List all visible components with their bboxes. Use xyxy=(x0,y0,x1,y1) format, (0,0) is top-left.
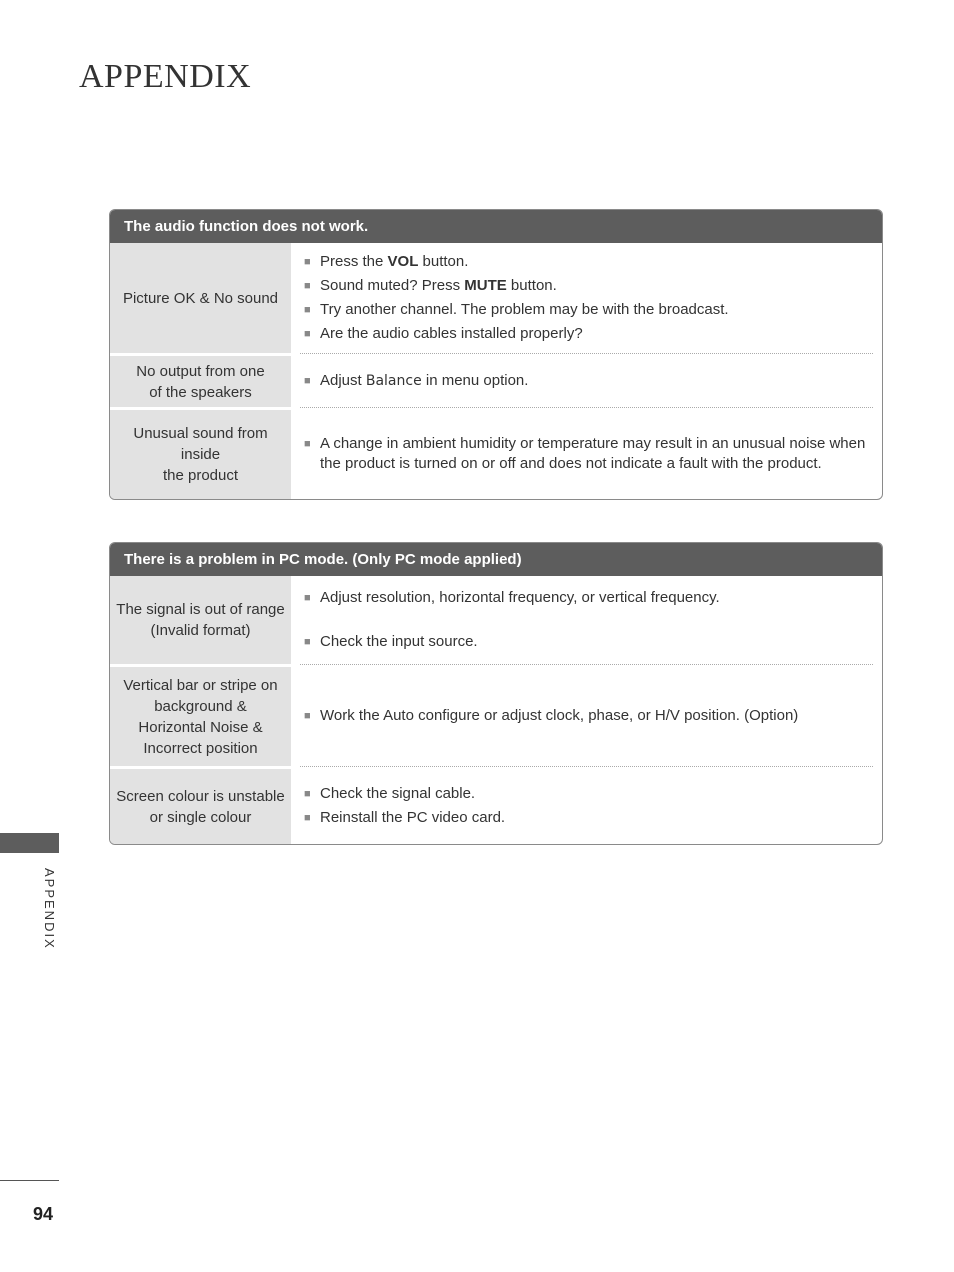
solution-item xyxy=(304,706,873,726)
table-header: There is a problem in PC mode. (Only PC mode applied) xyxy=(110,543,882,576)
solution-text: Check the input source. xyxy=(320,633,478,650)
table-row xyxy=(110,243,882,353)
solution-text: Reinstall the PC video card. xyxy=(320,808,506,826)
table-row xyxy=(110,353,882,407)
solution-text: in menu option. xyxy=(421,371,529,389)
solutions-cell xyxy=(300,243,873,353)
symptom-cell xyxy=(110,407,291,499)
symptom-cell xyxy=(110,766,291,844)
solutions-cell xyxy=(300,353,873,407)
solution-item xyxy=(304,808,873,828)
square-bullet-icon: ■ xyxy=(304,304,311,316)
solution-text: Are the audio cables installed properly? xyxy=(320,325,583,342)
pc-mode-troubleshooting-table xyxy=(109,542,883,845)
solution-text: Work the Auto configure or adjust clock, phase, or H/V position. (Option) xyxy=(320,706,799,724)
solution-item xyxy=(304,588,873,608)
solution-text: Check the signal cable. xyxy=(320,784,476,802)
square-bullet-icon: ■ xyxy=(304,787,311,800)
section-tab-marker xyxy=(0,833,59,853)
solution-item xyxy=(304,324,873,344)
square-bullet-icon: ■ xyxy=(304,811,311,824)
table-header: The audio function does not work. xyxy=(110,210,882,243)
page-number: 94 xyxy=(33,1204,54,1224)
symptom-text: Unusual sound from xyxy=(133,425,268,442)
solution-item xyxy=(304,276,873,296)
solutions-cell xyxy=(300,407,873,499)
square-bullet-icon: ■ xyxy=(304,437,311,450)
solution-text: button. xyxy=(506,277,557,294)
solution-item xyxy=(304,252,873,272)
solution-item xyxy=(304,434,873,474)
symptom-text: Incorrect position xyxy=(143,739,258,757)
button-name: MUTE xyxy=(464,277,507,294)
square-bullet-icon: ■ xyxy=(304,280,311,292)
symptom-text: of the speakers xyxy=(149,383,252,401)
audio-troubleshooting-table xyxy=(109,209,883,500)
symptom-cell xyxy=(110,664,291,766)
symptom-text: Picture OK & No sound xyxy=(122,289,279,307)
symptom-cell xyxy=(110,576,291,664)
solution-text: Sound muted? Press xyxy=(320,277,465,294)
solution-text: Adjust xyxy=(320,371,366,389)
square-bullet-icon: ■ xyxy=(304,374,311,387)
square-bullet-icon: ■ xyxy=(304,328,311,340)
table-row xyxy=(110,664,882,766)
symptom-cell xyxy=(110,243,291,353)
menu-option-name: Balance xyxy=(365,372,422,389)
solution-text: A change in ambient humidity or temperature may result in an unusual noise when the product is turned on or off and does not indicate a fault with the product. xyxy=(320,434,866,472)
symptom-text: or single colour xyxy=(149,808,252,826)
symptom-text: inside xyxy=(180,446,221,463)
solution-item xyxy=(304,300,873,320)
square-bullet-icon: ■ xyxy=(304,592,311,604)
solution-text: Try another channel. The problem may be with the broadcast. xyxy=(320,301,729,318)
symptom-text: Screen colour is unstable xyxy=(116,787,285,805)
square-bullet-icon: ■ xyxy=(304,709,311,722)
symptom-text: the product xyxy=(162,467,239,484)
symptom-text: No output from one xyxy=(136,362,265,380)
table-row xyxy=(110,576,882,664)
symptom-text: background & xyxy=(154,697,247,715)
solution-text: button. xyxy=(418,253,469,270)
solutions-cell xyxy=(300,576,873,664)
solution-item xyxy=(304,632,873,652)
square-bullet-icon: ■ xyxy=(304,256,311,268)
symptom-text: Vertical bar or stripe on xyxy=(123,676,278,694)
symptom-text: (Invalid format) xyxy=(150,622,251,639)
page-title: APPENDIX xyxy=(79,58,252,95)
solution-item xyxy=(304,784,873,804)
table-row xyxy=(110,407,882,499)
footer-divider xyxy=(0,1180,59,1181)
table-row xyxy=(110,766,882,844)
symptom-cell xyxy=(110,353,291,407)
symptom-text: Horizontal Noise & xyxy=(138,718,263,736)
solutions-cell xyxy=(300,766,873,844)
button-name: VOL xyxy=(387,253,419,270)
symptom-text: The signal is out of range xyxy=(116,601,285,618)
solution-text: Press the xyxy=(320,253,388,270)
solution-item xyxy=(304,371,873,391)
section-side-label: APPENDIX xyxy=(42,868,57,950)
solution-text: Adjust resolution, horizontal frequency, or vertical frequency. xyxy=(320,589,720,606)
solutions-cell xyxy=(300,664,873,766)
square-bullet-icon: ■ xyxy=(304,636,311,648)
